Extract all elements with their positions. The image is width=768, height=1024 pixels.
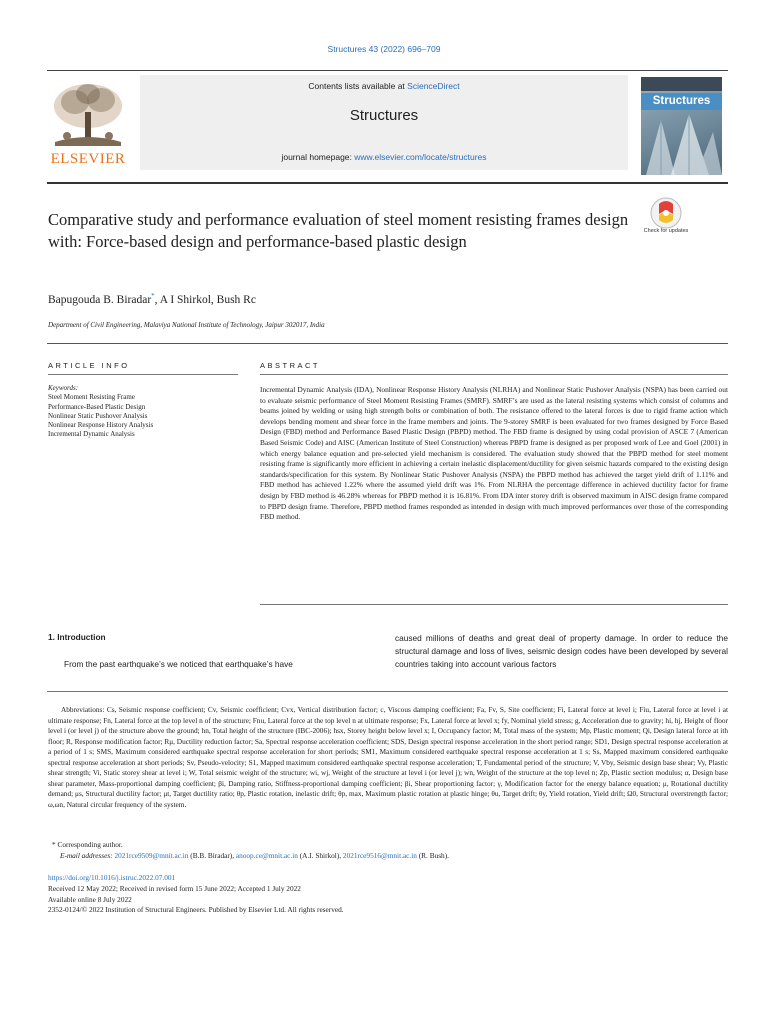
email-link[interactable]: 2021rce9516@mnit.ac.in <box>342 851 417 860</box>
cover-top-band <box>641 77 722 91</box>
introduction-left-line: From the past earthquake’s we noticed that earthquake’s have <box>64 659 293 669</box>
header-bottom-rule <box>47 182 728 184</box>
email-link[interactable]: 2021rce9509@mnit.ac.in <box>114 851 189 860</box>
homepage-prefix: journal homepage: <box>281 152 355 162</box>
author-affiliation: Department of Civil Engineering, Malaviya National Institute of Technology, Jaipur 302017, India <box>48 321 325 329</box>
article-title: Comparative study and performance evaluation of steel moment resisting frames design with: Force-based design and performance-based plastic design <box>48 210 629 251</box>
email-link[interactable]: anoop.ce@mnit.ac.in <box>235 851 298 860</box>
check-for-updates-icon <box>648 196 684 230</box>
keywords-block <box>48 384 243 440</box>
abstract-text: Incremental Dynamic Analysis (IDA), Nonlinear Response History Analysis (NLRHA) and Nonlinear Static Pushover Analysis (NSPA) has been carried out to evaluate seismic performance of Steel Moment Resisting Frames (SMRF). SMRF’s are used as the lateral resisting systems which consist of columns and beams joined by welding or using high strength bolts or combination of both. The resistance offered to the lateral forces is due to rigid frame action which develops bending moment and shear force in the frame members and joints. The 9-storey SMRF is been evaluated for two frames designed by Force Based Design (FBD) method and Performance Based Plastic Design (PBPD) method. The FBD frame is designed by using codal provision of ASCE 7 (American Based Seismic Code) and AISC (American Institute of Steel Construction) whereas PBPD frame is designed as per proposed work of Lee and Goel (2001) in which energy balance equation and pre-selected yield mechanism is considered. The evaluation study showed that the PBPD method for steel moment resisting frame is significantly more efficient in achieving a certain inelastic displacement/ductility for given seismic hazards compared to the existing design standards/specification for this system. By Nonlinear Static Pushover Analysis (NSPA) the PBPD method has achieved the target yield drift of 1.11% and FBD method has achieved 1.22% where the assumed yield drift was 1%. From NLRHA the percentage difference in achieved ductility factor for frame design by FBD method is 46.28% whereas for PBPD method it is 16.81%. From IDA inter storey drift is observed maximum in AISC design frame compared to PBPD design frame. Therefore, PBPD method frames responded as intended in design with much improved performances over those of the corresponding FBD method. <box>260 385 728 522</box>
received-dates: Received 12 May 2022; Received in revised form 15 June 2022; Accepted 1 July 2022 <box>48 884 301 893</box>
copyright-line: 2352-0124/© 2022 Institution of Structural Engineers. Published by Elsevier Ltd. All rights reserved. <box>48 905 344 915</box>
cover-building-icon <box>641 110 722 175</box>
sciencedirect-link[interactable]: ScienceDirect <box>407 81 460 91</box>
publication-info <box>48 884 344 916</box>
abstract-heading: ABSTRACT <box>260 361 321 370</box>
footnote-rule <box>47 691 728 692</box>
journal-name: Structures <box>349 107 419 124</box>
email-owner: (B.B. Biradar), <box>188 851 236 860</box>
introduction-text-right: caused millions of deaths and great deal of property damage. In order to reduce the structural damage and loss of lives, seismic design codes have been developed by several countries taking into account various factors <box>395 633 728 669</box>
available-online: Available online 8 July 2022 <box>48 894 132 904</box>
keyword-item: Performance-Based Plastic Design <box>48 402 146 411</box>
author-name[interactable]: Bapugouda B. Biradar <box>48 293 152 306</box>
introduction-heading: 1. Introduction <box>48 632 106 642</box>
keyword-item: Steel Moment Resisting Frame <box>48 393 135 402</box>
abbreviations-footnote: Abbreviations: Cs, Seismic response coefficient; Cv, Seismic coefficient; Cvx, Vertical distribution factor; c, Viscous damping coefficient; Fa, Fv, S, Site coefficient; Fi, Lateral force at level i; Fiu, Lateral force at level i at ultimate response; Fn, Lateral force at the top level n of the structure; Fnu, Lateral force at the top level n at ultimate response; Fx, Lateral force at level x; fy, Nominal yield stress; g, Acceleration due to gravity; hi, hj, Height of floor level i (or level j) of the structure above the ground; hn, Total height of the structure (IBC-2006); hsx, Storey height below level x; I, Occupancy factor; M, Total mass of the system; Mp, Plastic moment; Qi, Design lateral force at ith floor; R, Response modification factor; Rμ, Ductility reduction factor; Sa, Spectral response acceleration coefficient; SDS, Design spectral response acceleration in the short period range; SD1, Design spectral response acceleration at a period of 1 s; SMS, Maximum considered earthquake spectral response acceleration for short periods; SM1, Maximum considered earthquake spectral response acceleration at 1 s; Ss, Mapped maximum considered earthquake spectral response acceleration at short periods; Sv, Pseudo-velocity; S1, Mapped maximum considered earthquake spectral response acceleration; T, Fundamental period of the structure; V, Vby, Seismic design base shear; Vy, Plastic shear strength; Vi, Static storey shear at level i; W, Total seismic weight of the structure; wi, wj, Weight of the structure at level i (or level j); wn, Weight of the structure at the top level n; Zp, Plastic section modulus; α, Design base shear parameter, Mass-proportional damping coefficient; βi, Damping ratio, Stiffness-proportional damping coefficient; βi, Shear proportioning factor; γ, Modification factor for the energy balance equation; μ, Rotational ductility demand; μs, Structural ductility factor; μt, Target ductility ratio; θp, Plastic rotation, inelastic drift; θp, max, Maximum plastic rotation at plastic hinge; θu, Target drift; θy, Yield rotation, Yield drift; Ω0, Structural overstrength factor; ω,ωn, Natural circular frequency of the system. <box>48 705 728 809</box>
contents-prefix: Contents lists available at <box>308 81 408 91</box>
introduction-text-left <box>48 659 373 671</box>
email-label: E-mail addresses: <box>60 851 115 860</box>
author-list <box>48 292 256 306</box>
corresponding-author-note: * Corresponding author. <box>52 840 123 849</box>
email-addresses <box>60 851 449 860</box>
journal-cover-image[interactable] <box>641 77 722 175</box>
keyword-item: Nonlinear Response History Analysis <box>48 421 154 430</box>
abstract-rule <box>260 374 728 375</box>
keywords-label: Keywords: <box>48 384 79 392</box>
keyword-item: Nonlinear Static Pushover Analysis <box>48 411 148 420</box>
article-info-heading: ARTICLE INFO <box>48 361 130 370</box>
corresponding-author-mark[interactable]: * <box>151 292 155 300</box>
doi-link[interactable]: https://doi.org/10.1016/j.istruc.2022.07.001 <box>48 873 176 882</box>
email-owner: (A.I. Shirkol), <box>297 851 343 860</box>
journal-reference[interactable]: Structures 43 (2022) 696–709 <box>327 44 441 54</box>
keyword-item: Incremental Dynamic Analysis <box>48 430 135 439</box>
journal-homepage-link[interactable]: www.elsevier.com/locate/structures <box>354 152 487 162</box>
check-for-updates-badge[interactable] <box>648 196 684 230</box>
header-rule <box>47 70 728 71</box>
cover-title: Structures <box>641 93 722 110</box>
author-names-rest: , A I Shirkol, Bush Rc <box>154 293 256 306</box>
elsevier-wordmark: ELSEVIER <box>50 151 126 167</box>
email-owner: (R. Bush). <box>416 851 449 860</box>
abstract-bottom-rule <box>260 604 728 605</box>
article-info-rule <box>48 374 238 375</box>
section-rule <box>47 343 728 344</box>
check-for-updates-label: Check for updates <box>643 228 689 234</box>
